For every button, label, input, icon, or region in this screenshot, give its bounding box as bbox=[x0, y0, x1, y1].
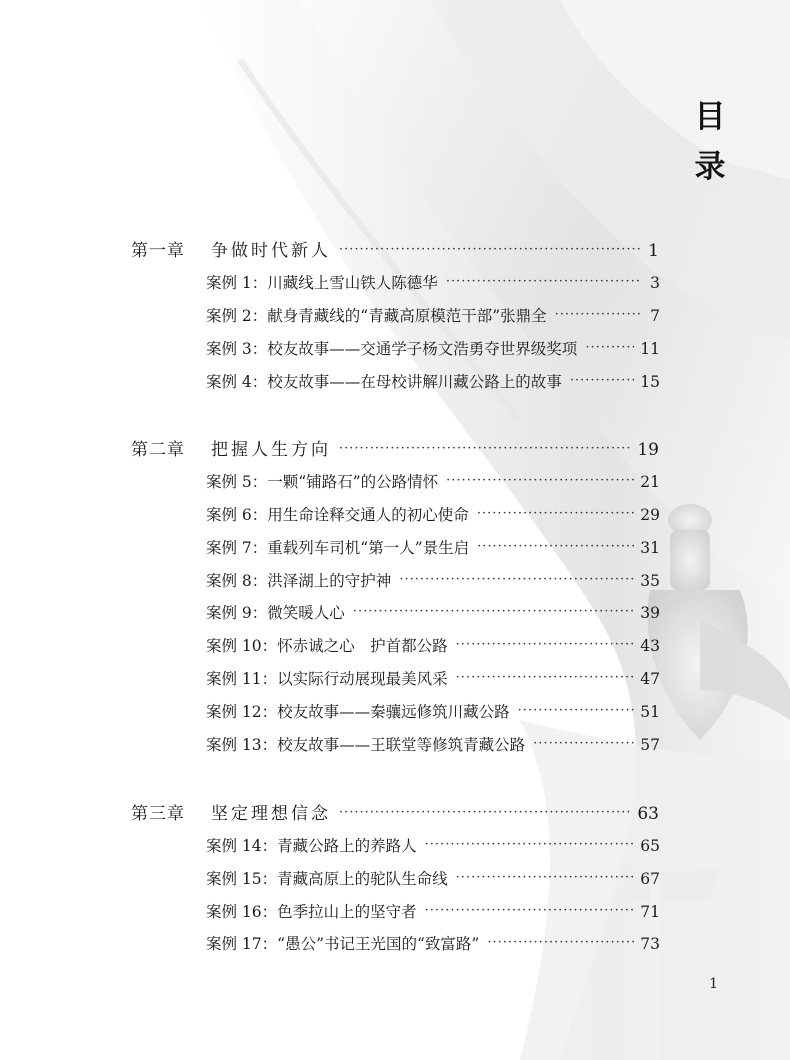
case-label: 案例 15： bbox=[206, 870, 278, 888]
chapter-label: 第二章 bbox=[131, 440, 185, 460]
chapter-title: 争做时代新人 bbox=[211, 241, 331, 261]
case-label: 案例 8： bbox=[206, 572, 268, 590]
dot-leader bbox=[353, 604, 634, 619]
dot-leader bbox=[425, 903, 635, 918]
page-ref: 11 bbox=[640, 340, 660, 358]
case-label: 案例 7： bbox=[206, 539, 268, 557]
page-ref: 47 bbox=[640, 670, 660, 688]
chapter-1-entry[interactable] bbox=[131, 236, 659, 261]
case-title: 川藏线上雪山铁人陈德华 bbox=[267, 274, 438, 292]
page-ref: 43 bbox=[640, 637, 660, 655]
dot-leader bbox=[339, 441, 631, 456]
dot-leader bbox=[339, 242, 641, 257]
case-10-entry[interactable] bbox=[206, 634, 660, 656]
case-3-entry[interactable] bbox=[206, 337, 660, 359]
case-label: 案例 12： bbox=[206, 703, 278, 721]
page-ref: 57 bbox=[640, 736, 660, 754]
case-title: 校友故事——交通学子杨文浩勇夺世界级奖项 bbox=[267, 340, 578, 358]
page-ref: 1 bbox=[648, 241, 659, 261]
case-label: 案例 5： bbox=[206, 473, 268, 491]
page-ref: 73 bbox=[640, 935, 660, 953]
case-15-entry[interactable] bbox=[206, 867, 660, 889]
page-ref: 7 bbox=[650, 307, 660, 325]
case-label: 案例 3： bbox=[206, 340, 268, 358]
case-label: 案例 13： bbox=[206, 736, 278, 754]
dot-leader bbox=[477, 539, 634, 554]
page-ref: 63 bbox=[637, 804, 659, 824]
case-title: 微笑暖人心 bbox=[267, 604, 345, 622]
page-ref: 3 bbox=[650, 274, 660, 292]
case-9-entry[interactable] bbox=[206, 601, 660, 623]
case-label: 案例 17： bbox=[206, 935, 278, 953]
case-16-entry[interactable] bbox=[206, 900, 660, 922]
case-title: 校友故事——在母校讲解川藏公路上的故事 bbox=[267, 373, 562, 391]
case-label: 案例 16： bbox=[206, 903, 278, 921]
dot-leader bbox=[570, 373, 634, 388]
dot-leader bbox=[399, 572, 634, 587]
case-13-entry[interactable] bbox=[206, 733, 660, 755]
page-ref: 15 bbox=[640, 373, 660, 391]
case-label: 案例 10： bbox=[206, 637, 278, 655]
case-title: 校友故事——秦骧远修筑川藏公路 bbox=[277, 703, 510, 721]
case-title: 一颗“铺路石”的公路情怀 bbox=[267, 473, 439, 491]
page-title bbox=[692, 92, 728, 192]
page-ref: 35 bbox=[640, 572, 660, 590]
case-title: 用生命诠释交通人的初心使命 bbox=[267, 506, 469, 524]
case-label: 案例 9： bbox=[206, 604, 268, 622]
title-char-2: 录 bbox=[694, 149, 726, 185]
case-12-entry[interactable] bbox=[206, 700, 660, 722]
case-title: 青藏高原上的驼队生命线 bbox=[277, 870, 448, 888]
dot-leader bbox=[487, 935, 634, 950]
chapter-label: 第一章 bbox=[131, 241, 185, 261]
case-title: 重载列车司机“第一人”景生启 bbox=[267, 539, 470, 557]
case-title: “愚公”书记王光国的“致富路” bbox=[277, 935, 480, 953]
dot-leader bbox=[533, 736, 634, 751]
chapter-title: 把握人生方向 bbox=[211, 440, 331, 460]
case-8-entry[interactable] bbox=[206, 569, 660, 591]
case-14-entry[interactable] bbox=[206, 834, 660, 856]
dot-leader bbox=[518, 703, 635, 718]
page-ref: 31 bbox=[640, 539, 660, 557]
page-ref: 21 bbox=[640, 473, 660, 491]
chapter-3-entry[interactable] bbox=[131, 799, 659, 824]
page-ref: 67 bbox=[640, 870, 660, 888]
case-label: 案例 1： bbox=[206, 274, 268, 292]
dot-leader bbox=[477, 506, 634, 521]
dot-leader bbox=[446, 274, 642, 289]
case-label: 案例 14： bbox=[206, 837, 278, 855]
chapter-2-entry[interactable] bbox=[131, 435, 659, 460]
case-title: 以实际行动展现最美风采 bbox=[277, 670, 448, 688]
case-2-entry[interactable] bbox=[206, 304, 660, 326]
case-label: 案例 6： bbox=[206, 506, 268, 524]
case-title: 青藏公路上的养路人 bbox=[277, 837, 417, 855]
case-title: 怀赤诚之心 护首都公路 bbox=[277, 637, 448, 655]
dot-leader bbox=[456, 637, 635, 652]
case-label: 案例 2： bbox=[206, 307, 268, 325]
page-ref: 39 bbox=[640, 604, 660, 622]
case-17-entry[interactable] bbox=[206, 932, 660, 954]
case-title: 献身青藏线的“青藏高原模范干部”张鼎全 bbox=[267, 307, 547, 325]
dot-leader bbox=[425, 837, 635, 852]
case-6-entry[interactable] bbox=[206, 503, 660, 525]
dot-leader bbox=[339, 805, 631, 820]
case-title: 校友故事——王联堂等修筑青藏公路 bbox=[277, 736, 526, 754]
title-char-1: 目 bbox=[694, 99, 726, 135]
page-ref: 29 bbox=[640, 506, 660, 524]
case-5-entry[interactable] bbox=[206, 470, 660, 492]
page-number: 1 bbox=[709, 976, 718, 992]
page-ref: 71 bbox=[640, 903, 660, 921]
chapter-title: 坚定理想信念 bbox=[211, 804, 331, 824]
case-1-entry[interactable] bbox=[206, 271, 660, 293]
case-11-entry[interactable] bbox=[206, 667, 660, 689]
case-label: 案例 4： bbox=[206, 373, 268, 391]
case-title: 洪泽湖上的守护神 bbox=[267, 572, 392, 590]
chapter-label: 第三章 bbox=[131, 804, 185, 824]
dot-leader bbox=[555, 307, 642, 322]
case-title: 色季拉山上的坚守者 bbox=[277, 903, 417, 921]
case-7-entry[interactable] bbox=[206, 536, 660, 558]
dot-leader bbox=[456, 670, 635, 685]
page-ref: 51 bbox=[640, 703, 660, 721]
page-ref: 19 bbox=[637, 440, 659, 460]
dot-leader bbox=[446, 473, 634, 488]
dot-leader bbox=[585, 340, 634, 355]
dot-leader bbox=[456, 870, 635, 885]
case-4-entry[interactable] bbox=[206, 370, 660, 392]
case-label: 案例 11： bbox=[206, 670, 278, 688]
page-ref: 65 bbox=[640, 837, 660, 855]
